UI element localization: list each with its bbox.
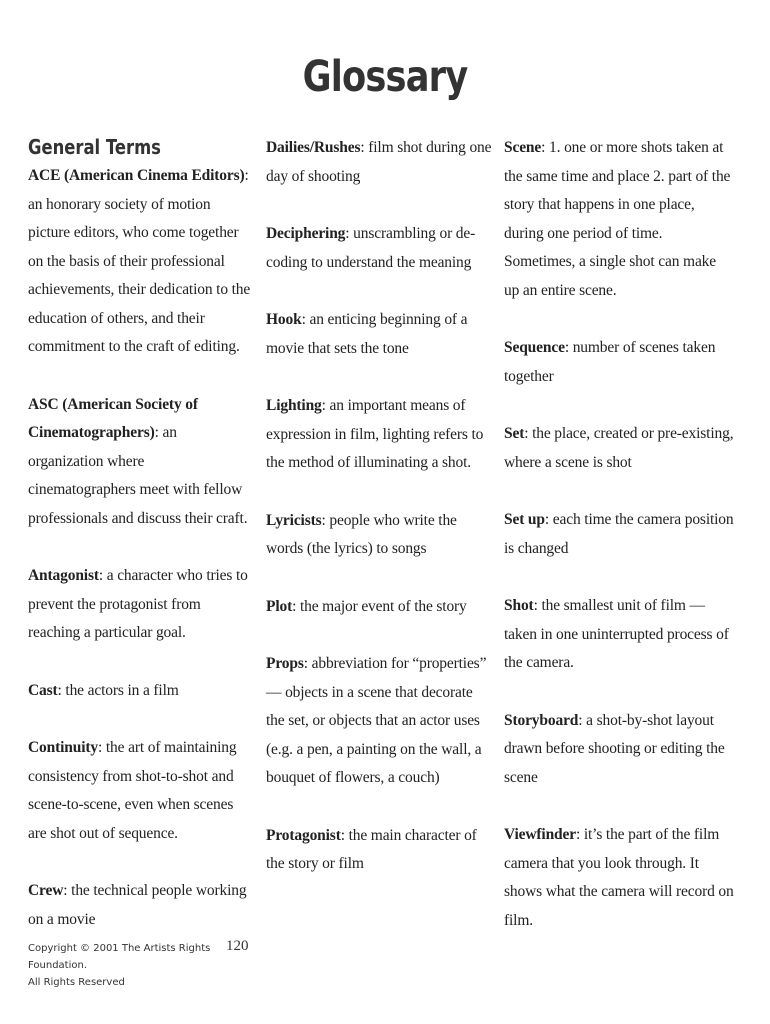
- entry-definition: : abbreviation for “properties” — objects in a scene that decorate the set, or objects that an actor uses (e.g. a pen, a painting on the wall, a bouquet of flowers, a couch): [266, 655, 487, 786]
- entry-term: Storyboard: [504, 711, 579, 729]
- entry-definition: : film shot during one day of shooting: [266, 139, 492, 185]
- glossary-entry: [504, 420, 734, 477]
- glossary-entry: [266, 134, 494, 191]
- glossary-entry: [266, 822, 494, 879]
- glossary-entry: [504, 707, 734, 793]
- rights-text: All Rights Reserved: [28, 977, 125, 988]
- entry-definition: : an organization where cinematographers meet with fellow professionals and discuss their craft.: [28, 424, 248, 527]
- glossary-entry: [266, 507, 494, 564]
- entry-term: ASC (American Society of Cinematographers): [28, 395, 198, 441]
- glossary-entry: [28, 562, 253, 648]
- glossary-entry: [266, 593, 494, 622]
- entry-term: Sequence: [504, 339, 565, 356]
- glossary-entry: [28, 391, 253, 534]
- entry-term: Set up: [504, 511, 545, 528]
- entry-term: Cast: [28, 681, 58, 699]
- glossary-entry: [266, 392, 494, 478]
- entry-term: Viewfinder: [504, 826, 576, 843]
- entry-term: Crew: [28, 882, 64, 899]
- entry-term: Set: [504, 425, 525, 442]
- entry-definition: : an honorary society of motion picture editors, who come together on the basis of their professional achievements, their dedication to the education of others, and their commitment to the craft of editing.: [28, 167, 251, 355]
- entry-definition: : 1. one or more shots taken at the same time and place 2. part of the story that happens in one place, during one period of time. Sometimes, a single shot can make up an entire scene.: [504, 139, 731, 299]
- entry-term: Continuity: [28, 739, 98, 756]
- entry-definition: : it’s the part of the film camera that you look through. It shows what the camera will record on film.: [504, 826, 734, 929]
- entry-definition: : an important means of expression in film, lighting refers to the method of illuminating a shot.: [266, 397, 484, 471]
- entry-term: Scene: [504, 139, 542, 156]
- entry-definition: : an enticing beginning of a movie that sets the tone: [266, 311, 468, 357]
- glossary-entry: [504, 506, 734, 563]
- entry-term: ACE (American Cinema Editors): [28, 167, 245, 184]
- glossary-entry: [28, 877, 253, 934]
- glossary-entry: [504, 334, 734, 391]
- glossary-entry: [266, 306, 494, 363]
- entry-term: Lighting: [266, 397, 322, 414]
- entry-term: Plot: [266, 597, 293, 615]
- entry-term: Shot: [504, 597, 534, 614]
- entry-term: Protagonist: [266, 826, 341, 844]
- entry-term: Props: [266, 655, 304, 672]
- entry-definition: : a shot-by-shot layout drawn before shooting or editing the scene: [504, 711, 725, 786]
- page-number: 120: [226, 938, 249, 954]
- copyright-text: Copyright © 2001 The Artists Rights Foundation.: [28, 943, 211, 971]
- entry-definition: : the main character of the story or film: [266, 826, 477, 872]
- glossary-entry: [28, 734, 253, 848]
- section-heading: General Terms: [28, 135, 161, 159]
- entry-definition: : the place, created or pre-existing, where a scene is shot: [504, 425, 734, 471]
- page-title: Glossary: [302, 52, 468, 102]
- entry-definition: : the technical people working on a movie: [28, 882, 247, 928]
- entry-term: Antagonist: [28, 567, 99, 584]
- glossary-entry: [504, 592, 734, 678]
- glossary-column-2: [266, 134, 494, 879]
- entry-definition: : the art of maintaining consistency from shot-to-shot and scene-to-scene, even when scenes are shot out of sequence.: [28, 739, 237, 842]
- glossary-column-1: [28, 134, 253, 934]
- entry-definition: : number of scenes taken together: [504, 339, 716, 385]
- glossary-entry: [504, 134, 734, 305]
- glossary-entry: [266, 650, 494, 793]
- entry-definition: : each time the camera position is changed: [504, 511, 734, 557]
- entry-definition: : the major event of the story: [292, 597, 467, 615]
- entry-definition: : people who write the words (the lyrics) to songs: [266, 511, 457, 557]
- glossary-entry: [28, 677, 253, 706]
- entry-definition: : the actors in a film: [57, 681, 179, 699]
- glossary-entry: [504, 821, 734, 935]
- entry-definition: : the smallest unit of film — taken in one uninterrupted process of the camera.: [504, 597, 729, 671]
- glossary-entry: [266, 220, 494, 277]
- entry-term: Hook: [266, 311, 302, 328]
- entry-definition: : a character who tries to prevent the protagonist from reaching a particular goal.: [28, 567, 248, 641]
- glossary-column-3: [504, 134, 734, 935]
- entry-term: Lyricists: [266, 511, 322, 529]
- glossary-entry: [28, 162, 253, 362]
- entry-term: Deciphering: [266, 225, 346, 242]
- entry-definition: : unscrambling or de-coding to understand the meaning: [266, 225, 476, 271]
- footer-copyright: [28, 940, 228, 991]
- entry-term: Dailies/Rushes: [266, 139, 361, 156]
